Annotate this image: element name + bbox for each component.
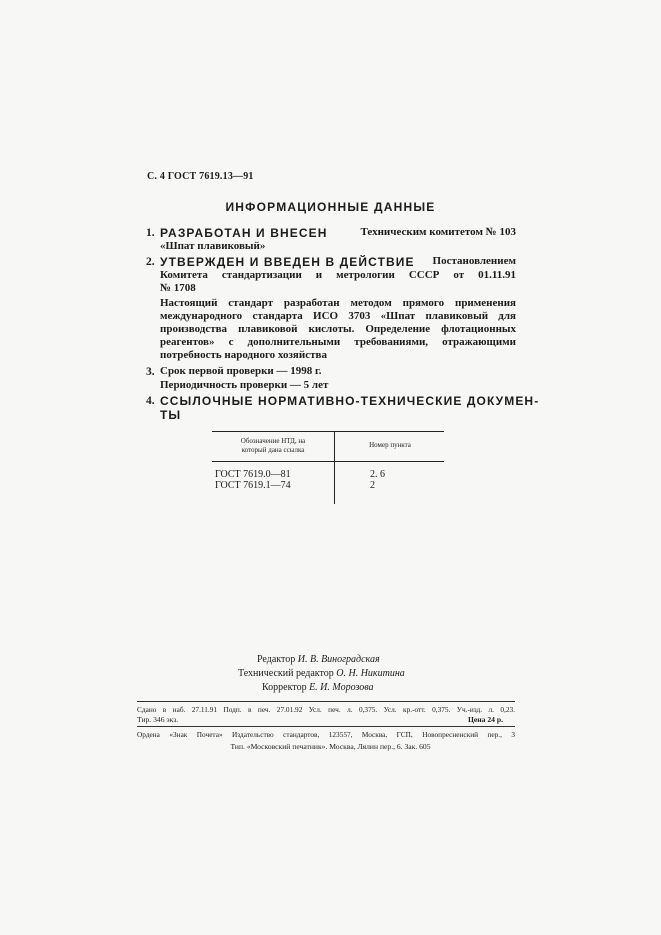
credit-tech-editor — [238, 668, 405, 679]
item-2-para-line-4: реагентов» с дополнительными требованиями, отражающими — [160, 336, 516, 348]
item-2-para-line-5: потребность народного хозяйства — [160, 349, 327, 361]
item-2-number: 2. — [146, 256, 155, 268]
credit-editor-label: Редактор — [257, 654, 296, 665]
item-4-line1: ССЫЛОЧНЫЕ НОРМАТИВНО-ТЕХНИЧЕСКИЕ ДОКУМЕН- — [160, 394, 540, 408]
table-row-2-clause: 2 — [370, 480, 375, 491]
imprint-price: Цена 24 р. — [468, 715, 503, 724]
item-1-caps: РАЗРАБОТАН И ВНЕСЕН — [160, 226, 328, 240]
imprint-line-2-left: Тир. 346 экз. — [137, 715, 179, 724]
item-2-para-line-2: международного стандарта ИСО 3703 «Шпат плавиковый для — [160, 310, 516, 322]
table-header-col1 — [214, 437, 332, 455]
table-top-rule — [212, 431, 444, 432]
item-2-line1-rest: Постановлением — [432, 255, 516, 267]
credit-proof-name: Е. И. Морозова — [309, 682, 374, 693]
imprint-line-4: Тип. «Московский печатник». Москва, Лялин пер., 6. Зак. 605 — [230, 742, 431, 751]
item-4-line2: ТЫ — [160, 408, 182, 422]
table-header-rule — [212, 461, 444, 462]
table-header-col1-line2: который дана ссылка — [241, 446, 305, 454]
table-header-col1-line1: Обозначение НТД, на — [240, 437, 306, 445]
item-1-line2: «Шпат плавиковый» — [160, 240, 266, 252]
item-2-para-line-1: Настоящий стандарт разработан методом прямого применения — [160, 297, 516, 309]
credit-tech-editor-name: О. Н. Никитина — [336, 668, 405, 679]
table-row-1-clause: 2. 6 — [370, 469, 385, 480]
table-header-col2: Номер пункта — [369, 441, 411, 449]
item-2-para-line-3: производства плавиковой кислоты. Определение флотационных — [160, 323, 516, 335]
page-title: ИНФОРМАЦИОННЫЕ ДАННЫЕ — [225, 200, 436, 214]
credit-proof-label: Корректор — [262, 682, 307, 693]
item-3-line2: Периодичность проверки — 5 лет — [160, 379, 329, 391]
imprint-middle-rule — [137, 726, 515, 727]
table-row-1-doc: ГОСТ 7619.0—81 — [215, 469, 291, 480]
item-1-number: 1. — [146, 227, 155, 239]
imprint-line-1: Сдано в наб. 27.11.91 Подп. в печ. 27.01.92 Усл. печ. л. 0,375. Усл. кр.-отт. 0,375. Уч.-изд. л. 0,23. — [137, 705, 515, 714]
item-2-caps: УТВЕРЖДЕН И ВВЕДЕН В ДЕЙСТВИЕ — [160, 255, 415, 269]
item-1-line1 — [160, 226, 516, 240]
item-3-number: 3. — [146, 366, 155, 378]
imprint-line-3: Ордена «Знак Почета» Издательство стандартов, 123557, Москва, ГСП, Новопресненский пер., 3 — [137, 730, 515, 739]
item-2-line2: Комитета стандартизации и метрологии СССР от 01.11.91 — [160, 269, 516, 281]
item-1-line1-rest: Техническим комитетом № 103 — [360, 226, 516, 238]
table-row-2-doc: ГОСТ 7619.1—74 — [215, 480, 291, 491]
item-4-number: 4. — [146, 395, 155, 407]
credit-editor-name: И. В. Виноградская — [297, 654, 380, 665]
item-2-line3: № 1708 — [160, 282, 196, 294]
credit-tech-editor-label: Технический редактор — [238, 668, 334, 679]
credit-proofreader — [262, 682, 374, 693]
item-3-line1: Срок первой проверки — 1998 г. — [160, 365, 322, 377]
imprint-top-rule — [137, 701, 515, 702]
credit-editor — [257, 654, 380, 665]
page-header: С. 4 ГОСТ 7619.13—91 — [147, 171, 254, 182]
table-column-divider — [334, 431, 335, 504]
item-2-line1 — [160, 255, 516, 269]
